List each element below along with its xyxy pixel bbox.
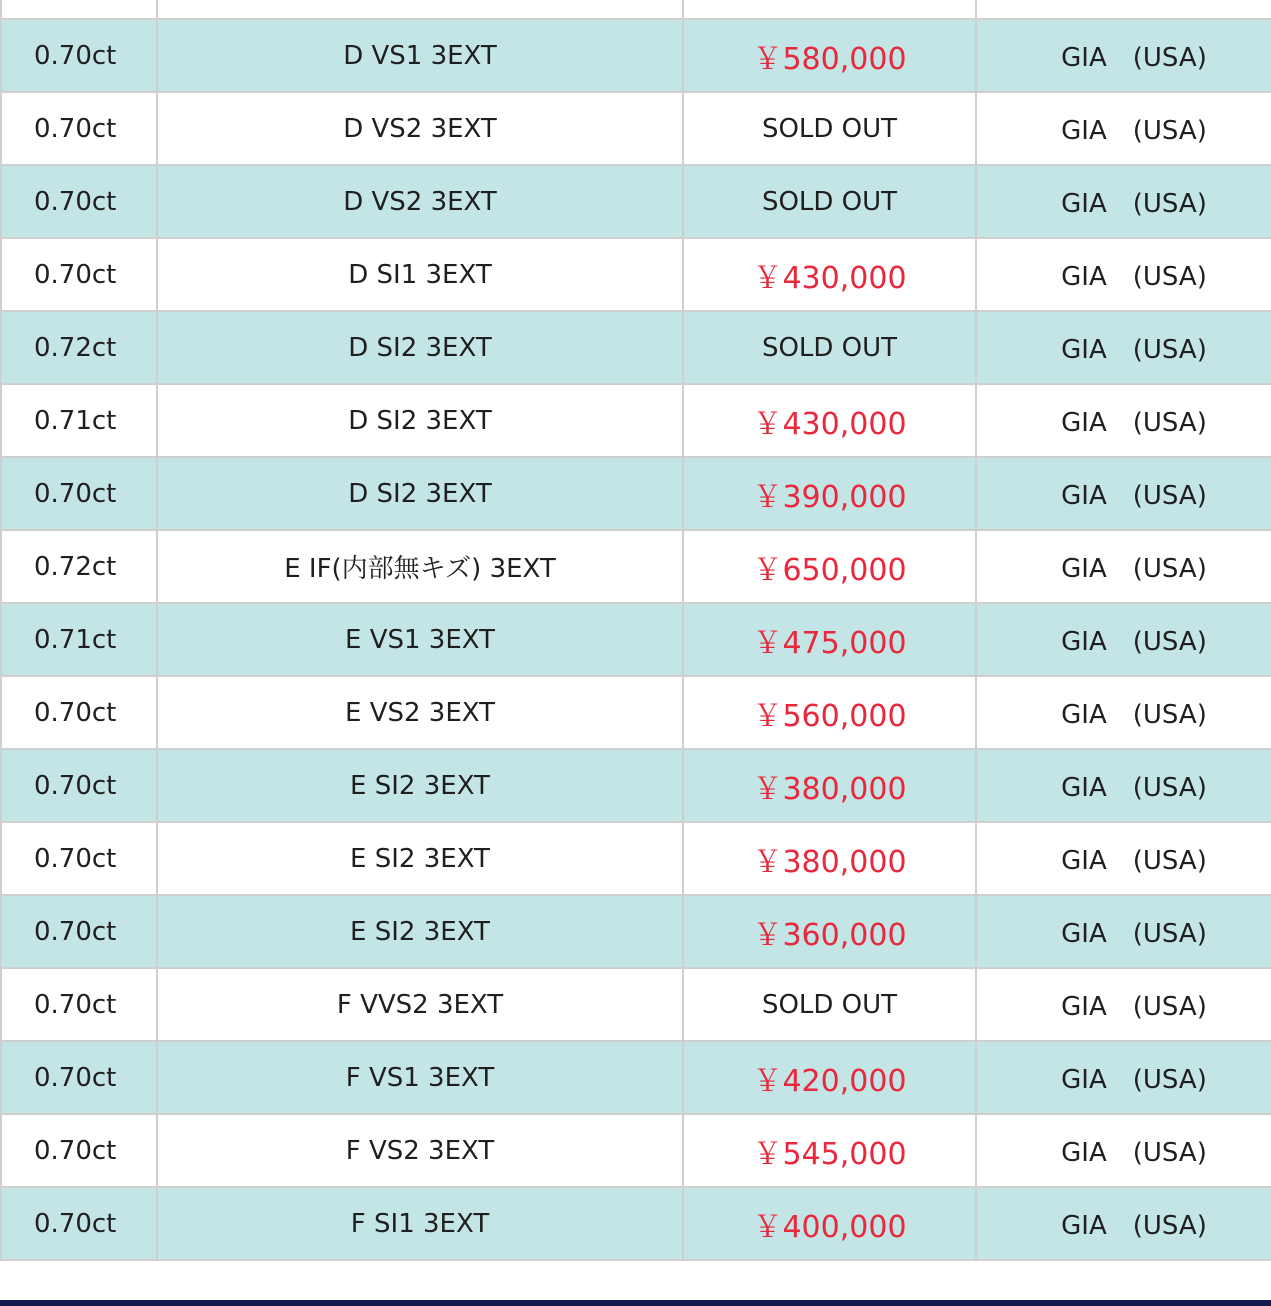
carat-cell: 0.70ct [1, 165, 157, 238]
price-cell: ￥390,000 [683, 457, 976, 530]
price-cell: ￥475,000 [683, 603, 976, 676]
table-row [1, 457, 1271, 530]
grade-cell: D VS1 3EXT [157, 19, 683, 92]
carat-cell: 0.71ct [1, 603, 157, 676]
grade-cell: F VS2 3EXT [157, 1114, 683, 1187]
lab-cell: GIA (USA) [976, 311, 1271, 384]
footer-bar [0, 1300, 1271, 1306]
lab-cell: GIA (USA) [976, 895, 1271, 968]
price-cell: ￥545,000 [683, 1114, 976, 1187]
carat-cell: 0.72ct [1, 530, 157, 603]
grade-cell: F VS1 3EXT [157, 1041, 683, 1114]
grade-cell: F VVS2 3EXT [157, 968, 683, 1041]
grade-cell: E VS2 3EXT [157, 676, 683, 749]
partial-cell [1, 0, 157, 19]
sold-out-cell: SOLD OUT [683, 311, 976, 384]
price-cell: ￥380,000 [683, 822, 976, 895]
carat-cell: 0.70ct [1, 92, 157, 165]
partial-row-top [1, 0, 1271, 19]
sold-out-cell: SOLD OUT [683, 968, 976, 1041]
grade-cell: D SI2 3EXT [157, 384, 683, 457]
carat-cell: 0.72ct [1, 311, 157, 384]
table-row [1, 968, 1271, 1041]
grade-cell: E SI2 3EXT [157, 895, 683, 968]
grade-cell: E SI2 3EXT [157, 749, 683, 822]
carat-cell: 0.70ct [1, 1114, 157, 1187]
carat-cell: 0.70ct [1, 1041, 157, 1114]
lab-cell: GIA (USA) [976, 238, 1271, 311]
table-row [1, 238, 1271, 311]
table-row [1, 165, 1271, 238]
price-cell: ￥430,000 [683, 384, 976, 457]
carat-cell: 0.70ct [1, 749, 157, 822]
table-row [1, 822, 1271, 895]
price-cell: ￥430,000 [683, 238, 976, 311]
grade-cell: F SI1 3EXT [157, 1187, 683, 1260]
table-row [1, 530, 1271, 603]
lab-cell: GIA (USA) [976, 822, 1271, 895]
price-cell: ￥560,000 [683, 676, 976, 749]
grade-cell: D SI1 3EXT [157, 238, 683, 311]
lab-cell: GIA (USA) [976, 676, 1271, 749]
sold-out-cell: SOLD OUT [683, 92, 976, 165]
table-row [1, 311, 1271, 384]
grade-cell: D VS2 3EXT [157, 165, 683, 238]
price-cell: ￥380,000 [683, 749, 976, 822]
grade-cell: D SI2 3EXT [157, 311, 683, 384]
partial-cell [976, 0, 1271, 19]
table-row [1, 749, 1271, 822]
carat-cell: 0.70ct [1, 822, 157, 895]
partial-cell [683, 0, 976, 19]
table-row [1, 92, 1271, 165]
table-row [1, 603, 1271, 676]
table-row [1, 1114, 1271, 1187]
grade-cell: D VS2 3EXT [157, 92, 683, 165]
lab-cell: GIA (USA) [976, 92, 1271, 165]
lab-cell: GIA (USA) [976, 165, 1271, 238]
lab-cell: GIA (USA) [976, 457, 1271, 530]
lab-cell: GIA (USA) [976, 603, 1271, 676]
lab-cell: GIA (USA) [976, 1114, 1271, 1187]
carat-cell: 0.70ct [1, 19, 157, 92]
price-cell: ￥360,000 [683, 895, 976, 968]
carat-cell: 0.70ct [1, 238, 157, 311]
grade-cell: E IF(内部無キズ) 3EXT [157, 530, 683, 603]
carat-cell: 0.71ct [1, 384, 157, 457]
carat-cell: 0.70ct [1, 457, 157, 530]
price-cell: ￥400,000 [683, 1187, 976, 1260]
table-row [1, 895, 1271, 968]
lab-cell: GIA (USA) [976, 1187, 1271, 1260]
sold-out-cell: SOLD OUT [683, 165, 976, 238]
lab-cell: GIA (USA) [976, 749, 1271, 822]
price-cell: ￥580,000 [683, 19, 976, 92]
lab-cell: GIA (USA) [976, 384, 1271, 457]
table-row [1, 1187, 1271, 1260]
grade-cell: D SI2 3EXT [157, 457, 683, 530]
carat-cell: 0.70ct [1, 676, 157, 749]
table-row [1, 384, 1271, 457]
carat-cell: 0.70ct [1, 895, 157, 968]
price-cell: ￥420,000 [683, 1041, 976, 1114]
carat-cell: 0.70ct [1, 1187, 157, 1260]
price-table-body [1, 0, 1271, 1260]
lab-cell: GIA (USA) [976, 19, 1271, 92]
grade-cell: E VS1 3EXT [157, 603, 683, 676]
table-row [1, 19, 1271, 92]
table-row [1, 1041, 1271, 1114]
lab-cell: GIA (USA) [976, 1041, 1271, 1114]
table-row [1, 676, 1271, 749]
carat-cell: 0.70ct [1, 968, 157, 1041]
lab-cell: GIA (USA) [976, 530, 1271, 603]
price-cell: ￥650,000 [683, 530, 976, 603]
partial-cell [157, 0, 683, 19]
grade-cell: E SI2 3EXT [157, 822, 683, 895]
lab-cell: GIA (USA) [976, 968, 1271, 1041]
